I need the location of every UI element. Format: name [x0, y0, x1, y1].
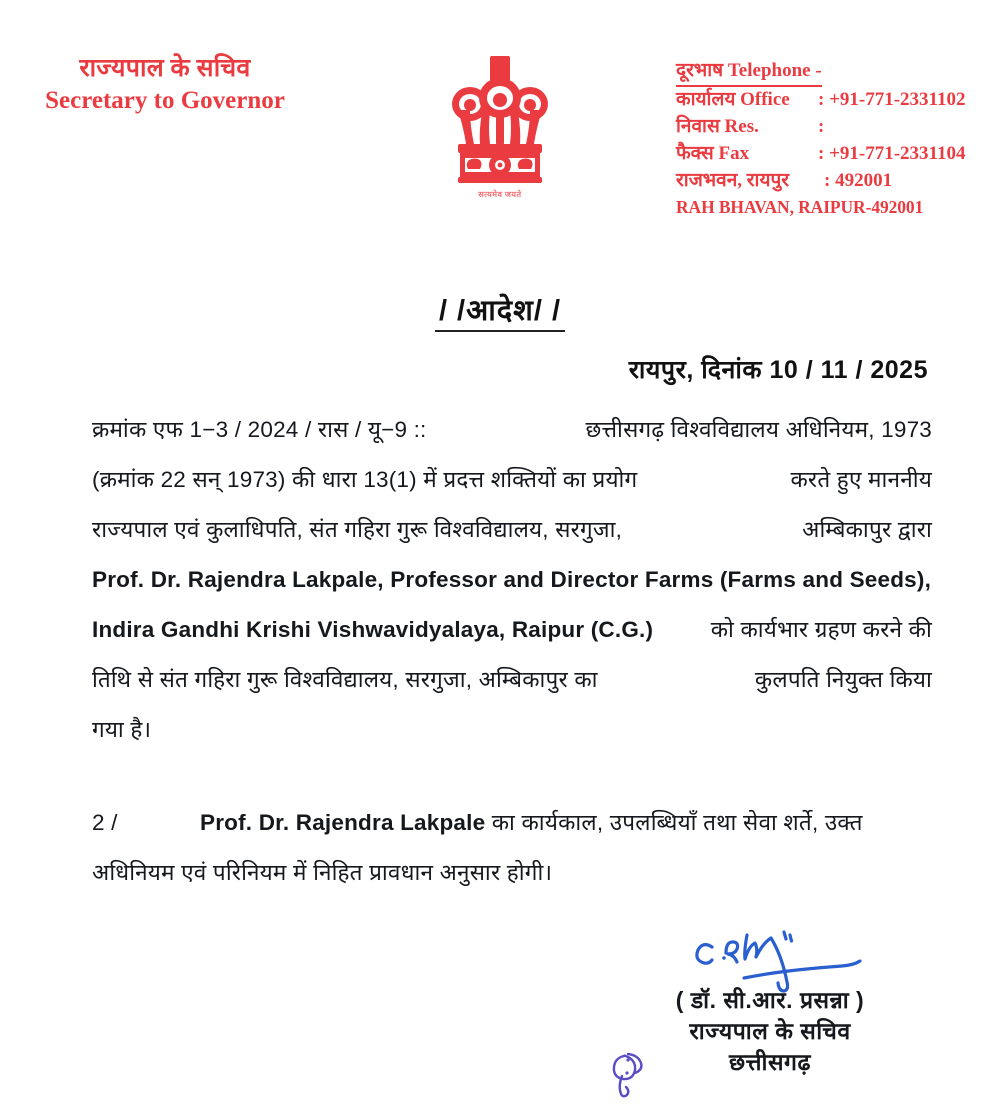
body-line-7: गया है। [92, 717, 152, 742]
letterhead-designation [0, 55, 330, 116]
body-line-2 [92, 455, 932, 505]
body-line-1 [92, 405, 932, 455]
emblem-motto: सत्यमेव जयते [478, 190, 522, 199]
place-and-date: रायपुर, दिनांक 10 / 11 / 2025 [628, 356, 928, 384]
body-line-6-right: कुलपति नियुक्त किया [754, 667, 932, 692]
designation-english: Secretary to Governor [45, 86, 285, 114]
para2-number: 2 / [92, 810, 118, 835]
contact-address-value: 492001 [835, 169, 893, 191]
signatory-designation: राज्यपाल के सचिव [689, 1018, 851, 1044]
para2-appointee-name: Prof. Dr. Rajendra Lakpale [200, 810, 486, 835]
contact-fax-label: फैक्स Fax [676, 142, 750, 164]
contact-row-address [676, 168, 966, 195]
body-line-5 [92, 605, 932, 655]
body-line-3 [92, 505, 932, 555]
appointee-name-and-post: Prof. Dr. Rajendra Lakpale, Professor and Director Farms (Farms and Seeds), [92, 567, 932, 592]
ashoka-emblem-icon [438, 48, 562, 188]
para2-head [92, 798, 863, 848]
contact-office-label: कार्यालय Office [676, 88, 790, 110]
body-line-3-right: अम्बिकापुर द्वारा [802, 517, 932, 542]
contact-row-office [676, 87, 966, 114]
order-body-paragraph-1 [92, 405, 932, 755]
contact-res-label: निवास Res. [676, 115, 759, 137]
para2-line-1 [92, 798, 937, 848]
contact-row-res [676, 114, 966, 141]
letterhead-contact-block [676, 58, 966, 220]
order-body-paragraph-2 [92, 798, 937, 898]
contact-telephone-label: दूरभाष Telephone - [676, 58, 822, 87]
order-title [0, 290, 1000, 329]
act-title: छत्तीसगढ़ विश्वविद्यालय अधिनियम, 1973 [585, 417, 932, 442]
body-line-5-rest: को कार्यभार ग्रहण करने की [710, 617, 932, 642]
contact-fax-sep: : [818, 142, 825, 164]
letterhead-header [0, 0, 1000, 240]
body-line-6-left: तिथि से संत गहिरा गुरू विश्वविद्यालय, सरगुजा, अम्बिकापुर का [92, 667, 598, 692]
para2-line-2: अधिनियम एवं परिनियम में निहित प्रावधान अनुसार होगी। [92, 860, 553, 885]
contact-address-label: राजभवन, रायपुर [676, 169, 790, 191]
contact-address-english: RAH BHAVAN, RAIPUR-492001 [676, 196, 924, 217]
body-line-6 [92, 655, 932, 705]
appointee-institution: Indira Gandhi Krishi Vishwavidyalaya, Raipur (C.G.) [92, 617, 654, 642]
state-emblem [438, 48, 562, 213]
designation-hindi: राज्यपाल के सचिव [79, 55, 251, 82]
contact-office-sep: : [818, 88, 825, 110]
order-title-text: / /आदेश/ / [435, 295, 565, 332]
contact-res-sep: : [818, 115, 825, 137]
body-line-2-left: (क्रमांक 22 सन् 1973) की धारा 13(1) में प्रदत्त शक्तियों का प्रयोग [92, 467, 638, 492]
contact-office-value: +91-771-2331102 [829, 88, 966, 110]
signatory-name: ( डॉ. सी.आर. प्रसन्ना ) [675, 987, 865, 1013]
contact-row-fax [676, 141, 966, 168]
contact-address-sep: : [824, 169, 831, 191]
contact-fax-value: +91-771-2331104 [829, 142, 966, 164]
signatory-state: छत्तीसगढ़ [729, 1049, 811, 1075]
body-line-3-left: राज्यपाल एवं कुलाधिपति, संत गहिरा गुरू विश्वविद्यालय, सरगुजा, [92, 517, 623, 542]
body-line-2-right: करते हुए माननीय [790, 467, 932, 492]
order-reference-number: क्रमांक एफ 1−3 / 2024 / रास / यू−9 :: [92, 417, 427, 442]
para2-line-1-rest: का कार्यकाल, उपलब्धियाँ तथा सेवा शर्ते, उक्त [491, 810, 863, 835]
signatory-block [600, 985, 940, 1078]
contact-telephone-heading [676, 58, 966, 87]
